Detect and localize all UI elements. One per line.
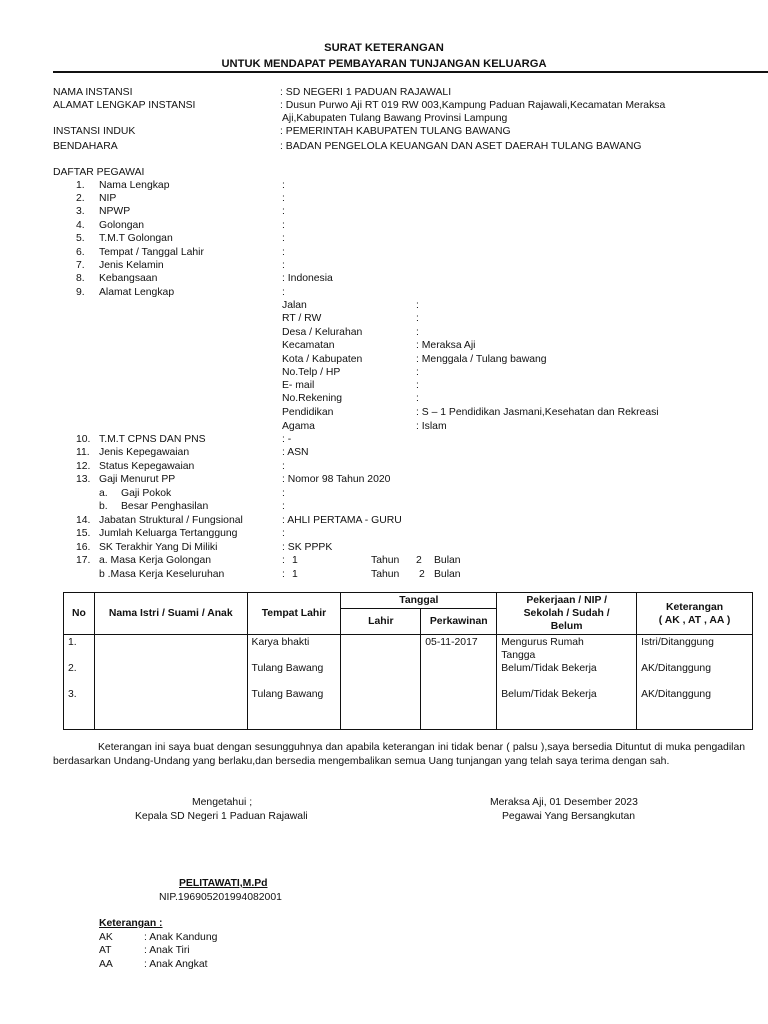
item-number: 3. xyxy=(76,206,85,217)
item-value: : xyxy=(282,193,285,204)
item-label: NIP xyxy=(99,193,117,204)
alamat-value: : xyxy=(416,380,419,391)
item-value: : xyxy=(282,180,285,191)
item-label: Golongan xyxy=(99,220,145,231)
item-value: : xyxy=(282,528,285,539)
item-number: 10. xyxy=(76,434,91,445)
legend-code: AT xyxy=(99,945,112,956)
item-number: 8. xyxy=(76,273,85,284)
item-value: : xyxy=(282,247,285,258)
item-label: Kebangsaan xyxy=(99,273,158,284)
item-label: Gaji Pokok xyxy=(121,488,172,499)
signatory-nip: NIP.196905201994082001 xyxy=(159,892,282,903)
item-value: : SK PPPK xyxy=(282,542,333,553)
cell-perkawinan: 05-11-2017 xyxy=(425,637,478,648)
item-number: 16. xyxy=(76,542,91,553)
alamat-label: No.Telp / HP xyxy=(282,367,341,378)
item-number: 1. xyxy=(76,180,85,191)
col-tempat xyxy=(247,635,341,730)
statement-paragraph: Keterangan ini saya buat dengan sesungguhnya dan apabila keterangan ini tidak benar ( palsu ),saya bersedia Dituntut di muka pengadilan berdasarkan Undang-Undang yang berlaku,dan bersedia mengembalikan semua Uang tunjangan yang telah saya terima dengan sah. xyxy=(53,742,745,767)
item-number: 5. xyxy=(76,233,85,244)
item-number: 4. xyxy=(76,220,85,231)
masa-bulan-value: 2 xyxy=(419,569,425,580)
header-pekerjaan xyxy=(497,593,637,635)
alamat-value: : Menggala / Tulang bawang xyxy=(416,354,547,365)
alamat-instansi-label: ALAMAT LENGKAP INSTANSI xyxy=(53,100,196,111)
item-value: : - xyxy=(282,434,292,445)
alamat-instansi-value-2: Aji,Kabupaten Tulang Bawang Provinsi Lampung xyxy=(282,113,508,124)
item-value: : AHLI PERTAMA - GURU xyxy=(282,515,402,526)
header-pekerjaan-line: Pekerjaan / NIP / xyxy=(526,595,607,606)
header-tanggal: Tanggal xyxy=(341,593,497,609)
header-tempat-lahir: Tempat Lahir xyxy=(247,593,341,635)
col-lahir xyxy=(341,635,421,730)
legend-code: AK xyxy=(99,932,113,943)
item-label: Nama Lengkap xyxy=(99,180,170,191)
alamat-value: : xyxy=(416,393,419,404)
item-number: b. xyxy=(99,501,108,512)
item-label: Gaji Menurut PP xyxy=(99,474,176,485)
item-label: Alamat Lengkap xyxy=(99,287,175,298)
alamat-label: Kecamatan xyxy=(282,340,335,351)
family-table xyxy=(63,592,753,730)
alamat-label: Jalan xyxy=(282,300,307,311)
document-subtitle: UNTUK MENDAPAT PEMBAYARAN TUNJANGAN KELUARGA xyxy=(221,58,547,70)
item-colon: : xyxy=(282,555,285,566)
item-value: : xyxy=(282,488,285,499)
header-tanggal-lahir: Lahir xyxy=(341,609,421,635)
item-value: : xyxy=(282,260,285,271)
item-value: : xyxy=(282,501,285,512)
masa-bulan-value: 2 xyxy=(416,555,422,566)
nama-instansi-value: : SD NEGERI 1 PADUAN RAJAWALI xyxy=(280,87,452,98)
item-label: b .Masa Kerja Keseluruhan xyxy=(99,569,225,580)
mengetahui-label: Mengetahui ; xyxy=(192,797,253,808)
header-pekerjaan-line: Sekolah / Sudah / xyxy=(523,608,610,619)
item-label: T.M.T Golongan xyxy=(99,233,173,244)
item-label: Besar Penghasilan xyxy=(121,501,209,512)
item-number: a. xyxy=(99,488,108,499)
legend-heading: Keterangan : xyxy=(99,918,163,929)
item-label: NPWP xyxy=(99,206,131,217)
table-row xyxy=(64,635,753,730)
col-pekerjaan xyxy=(497,635,637,730)
item-label: Jabatan Struktural / Fungsional xyxy=(99,515,243,526)
legend-code: AA xyxy=(99,959,113,970)
nama-instansi-label: NAMA INSTANSI xyxy=(53,87,133,98)
legend-desc: : Anak Kandung xyxy=(144,932,218,943)
alamat-value: : Islam xyxy=(416,421,447,432)
header-nama: Nama Istri / Suami / Anak xyxy=(94,593,247,635)
alamat-value: : xyxy=(416,313,419,324)
spacer xyxy=(252,675,337,688)
daftar-pegawai-heading: DAFTAR PEGAWAI xyxy=(53,167,145,178)
header-pekerjaan-line: Belum xyxy=(550,621,583,632)
masa-bulan-label: Bulan xyxy=(434,569,461,580)
spacer xyxy=(501,675,632,688)
col-perkawinan xyxy=(421,635,497,730)
spacer xyxy=(641,649,748,662)
item-number: 14. xyxy=(76,515,91,526)
alamat-value: : xyxy=(416,327,419,338)
alamat-label: No.Rekening xyxy=(282,393,343,404)
item-value: : Indonesia xyxy=(282,273,333,284)
item-value: : ASN xyxy=(282,447,309,458)
item-value: : xyxy=(282,287,285,298)
col-nama xyxy=(94,635,247,730)
item-number: 2. xyxy=(76,193,85,204)
header-no: No xyxy=(64,593,95,635)
item-number: 11. xyxy=(76,447,90,458)
item-label: T.M.T CPNS DAN PNS xyxy=(99,434,206,445)
item-number: 6. xyxy=(76,247,85,258)
cell-pekerjaan: Belum/Tidak Bekerja xyxy=(501,689,597,700)
alamat-value: : xyxy=(416,367,419,378)
table-header-row xyxy=(64,593,753,609)
alamat-label: Desa / Kelurahan xyxy=(282,327,363,338)
item-number: 12. xyxy=(76,461,91,472)
alamat-value: : S – 1 Pendidikan Jasmani,Kesehatan dan Rekreasi xyxy=(416,407,659,418)
bendahara-value: : BADAN PENGELOLA KEUANGAN DAN ASET DAERAH TULANG BAWANG xyxy=(280,141,642,152)
alamat-label: Pendidikan xyxy=(282,407,334,418)
cell-tempat: Tulang Bawang xyxy=(251,663,324,674)
cell-pekerjaan: Tangga xyxy=(501,650,536,661)
item-value: : xyxy=(282,220,285,231)
col-no xyxy=(64,635,95,730)
alamat-value: : Meraksa Aji xyxy=(416,340,476,351)
item-label: Status Kepegawaian xyxy=(99,461,195,472)
cell-no: 2. xyxy=(68,663,77,674)
alamat-label: E- mail xyxy=(282,380,315,391)
item-label: a. Masa Kerja Golongan xyxy=(99,555,212,566)
cell-pekerjaan: Mengurus Rumah xyxy=(501,637,584,648)
masa-tahun-value: 1 xyxy=(292,569,298,580)
kepala-sekolah-title: Kepala SD Negeri 1 Paduan Rajawali xyxy=(135,811,308,822)
cell-no: 1. xyxy=(68,637,77,648)
item-value: : xyxy=(282,206,285,217)
item-label: Jenis Kepegawaian xyxy=(99,447,190,458)
cell-tempat: Tulang Bawang xyxy=(251,689,324,700)
masa-bulan-label: Bulan xyxy=(434,555,461,566)
spacer xyxy=(68,649,90,662)
place-date: Meraksa Aji, 01 Desember 2023 xyxy=(490,797,638,808)
spacer xyxy=(252,649,337,662)
item-number: 7. xyxy=(76,260,85,271)
masa-tahun-label: Tahun xyxy=(371,569,400,580)
item-label: SK Terakhir Yang Di Miliki xyxy=(99,542,218,553)
item-colon: : xyxy=(282,569,285,580)
masa-tahun-value: 1 xyxy=(292,555,298,566)
item-number: 9. xyxy=(76,287,85,298)
bendahara-label: BENDAHARA xyxy=(53,141,118,152)
cell-keterangan: Istri/Ditanggung xyxy=(641,637,714,648)
spacer xyxy=(641,675,748,688)
spacer xyxy=(68,675,90,688)
item-number: 13. xyxy=(76,474,91,485)
item-number: 17. xyxy=(76,555,91,566)
cell-tempat: Karya bhakti xyxy=(251,637,310,648)
document-title: SURAT KETERANGAN xyxy=(324,42,444,54)
signatory-name: PELITAWATI,M.Pd xyxy=(179,878,268,889)
item-value: : xyxy=(282,461,285,472)
legend-desc: : Anak Tiri xyxy=(144,945,190,956)
alamat-instansi-value-1: : Dusun Purwo Aji RT 019 RW 003,Kampung Paduan Rajawali,Kecamatan Meraksa xyxy=(280,100,666,111)
header-keterangan xyxy=(637,593,753,635)
item-number: 15. xyxy=(76,528,91,539)
item-label: Jenis Kelamin xyxy=(99,260,164,271)
cell-no: 3. xyxy=(68,689,77,700)
legend-desc: : Anak Angkat xyxy=(144,959,208,970)
alamat-label: Agama xyxy=(282,421,315,432)
cell-keterangan: AK/Ditanggung xyxy=(641,689,711,700)
cell-pekerjaan: Belum/Tidak Bekerja xyxy=(501,663,597,674)
col-keterangan xyxy=(637,635,753,730)
alamat-label: Kota / Kabupaten xyxy=(282,354,363,365)
header-tanggal-perkawinan: Perkawinan xyxy=(421,609,497,635)
header-rule xyxy=(53,71,768,73)
instansi-induk-value: : PEMERINTAH KABUPATEN TULANG BAWANG xyxy=(280,126,511,137)
header-keterangan-line: ( AK , AT , AA ) xyxy=(658,614,731,626)
alamat-value: : xyxy=(416,300,419,311)
pegawai-title: Pegawai Yang Bersangkutan xyxy=(502,811,636,822)
item-label: Tempat / Tanggal Lahir xyxy=(99,247,204,258)
alamat-label: RT / RW xyxy=(282,313,322,324)
item-value: : xyxy=(282,233,285,244)
item-value: : Nomor 98 Tahun 2020 xyxy=(282,474,391,485)
item-label: Jumlah Keluarga Tertanggung xyxy=(99,528,238,539)
masa-tahun-label: Tahun xyxy=(371,555,400,566)
cell-keterangan: AK/Ditanggung xyxy=(641,663,711,674)
header-keterangan-line: Keterangan xyxy=(665,601,724,613)
instansi-induk-label: INSTANSI INDUK xyxy=(53,126,136,137)
